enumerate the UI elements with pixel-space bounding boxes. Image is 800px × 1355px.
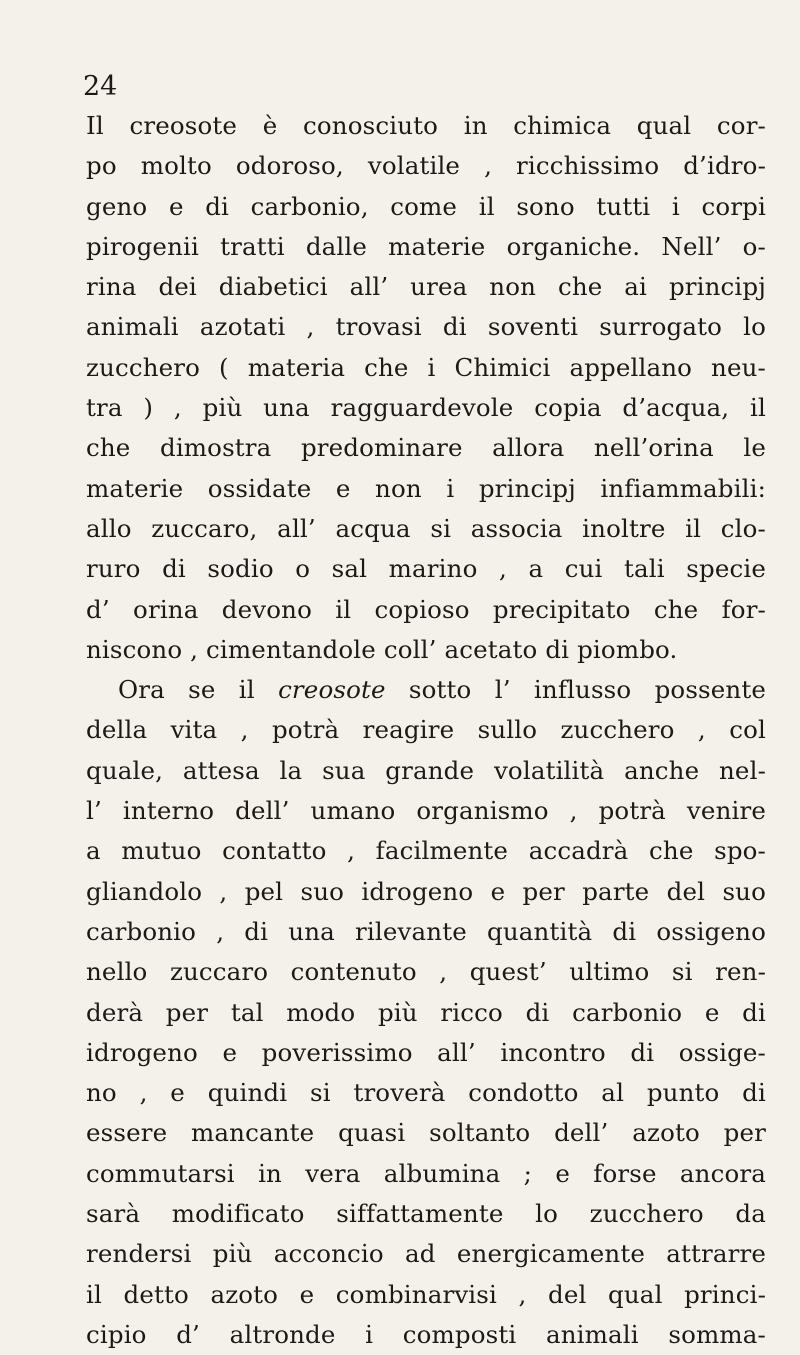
text-line: no , e quindi si troverà condotto al punto di bbox=[86, 1078, 766, 1108]
text-line: carbonio , di una rilevante quantità di ossigeno bbox=[86, 916, 766, 946]
text-line: allo zuccaro, all’ acqua si associa inoltre il clo- bbox=[86, 513, 766, 543]
text-line: animali azotati , trovasi di soventi surrogato lo bbox=[86, 312, 766, 342]
text-line: rendersi più acconcio ad energicamente attrarre bbox=[86, 1239, 766, 1269]
text-line: il detto azoto e combinarvisi , del qual princi- bbox=[86, 1279, 766, 1309]
text-line: niscono , cimentandole coll’ acetato di piombo. bbox=[86, 634, 678, 664]
text-line: rina dei diabetici all’ urea non che ai principj bbox=[86, 272, 766, 302]
text-line: tra ) , più una ragguardevole copia d’acqua, il bbox=[86, 393, 766, 423]
text-line: ruro di sodio o sal marino , a cui tali specie bbox=[86, 554, 766, 584]
text-line: d’ orina devono il copioso precipitato che for- bbox=[86, 594, 766, 624]
paragraph-start-line bbox=[86, 670, 766, 710]
text-line: sarà modificato siffattamente lo zucchero da bbox=[86, 1199, 766, 1229]
text-line: a mutuo contatto , facilmente accadrà che spo- bbox=[86, 836, 766, 866]
text-line: cipio d’ altronde i composti animali somma- bbox=[86, 1319, 766, 1349]
text-line: geno e di carbonio, come il sono tutti i corpi bbox=[86, 191, 766, 221]
text-line: l’ interno dell’ umano organismo , potrà venire bbox=[86, 796, 766, 826]
text-line: po molto odoroso, volatile , ricchissimo d’idro- bbox=[86, 151, 766, 181]
text-line: gliandolo , pel suo idrogeno e per parte del suo bbox=[86, 876, 766, 906]
text-line: derà per tal modo più ricco di carbonio e di bbox=[86, 997, 766, 1027]
text-line: commutarsi in vera albumina ; e forse ancora bbox=[86, 1158, 766, 1188]
text-line: idrogeno e poverissimo all’ incontro di ossige- bbox=[86, 1037, 766, 1067]
text-line: nello zuccaro contenuto , quest’ ultimo si ren- bbox=[86, 957, 766, 987]
line-text-post: sotto l’ influsso possente bbox=[385, 675, 766, 705]
italic-term: creosote bbox=[278, 675, 386, 705]
text-line: essere mancante quasi soltanto dell’ azoto per bbox=[86, 1118, 766, 1148]
text-line: Il creosote è conosciuto in chimica qual cor- bbox=[86, 111, 766, 140]
text-line: zucchero ( materia che i Chimici appellano neu- bbox=[86, 352, 766, 382]
text-line: materie ossidate e non i principj infiammabili: bbox=[86, 473, 766, 503]
body-text bbox=[86, 106, 766, 1355]
text-line: pirogenii tratti dalle materie organiche. Nell’ o- bbox=[86, 231, 766, 261]
text-line: quale, attesa la sua grande volatilità anche nel- bbox=[86, 755, 766, 785]
text-line: della vita , potrà reagire sullo zucchero , col bbox=[86, 715, 766, 745]
text-line: che dimostra predominare allora nell’orina le bbox=[86, 433, 766, 463]
page-number: 24 bbox=[83, 71, 118, 102]
line-text-pre: Ora se il bbox=[118, 675, 279, 705]
